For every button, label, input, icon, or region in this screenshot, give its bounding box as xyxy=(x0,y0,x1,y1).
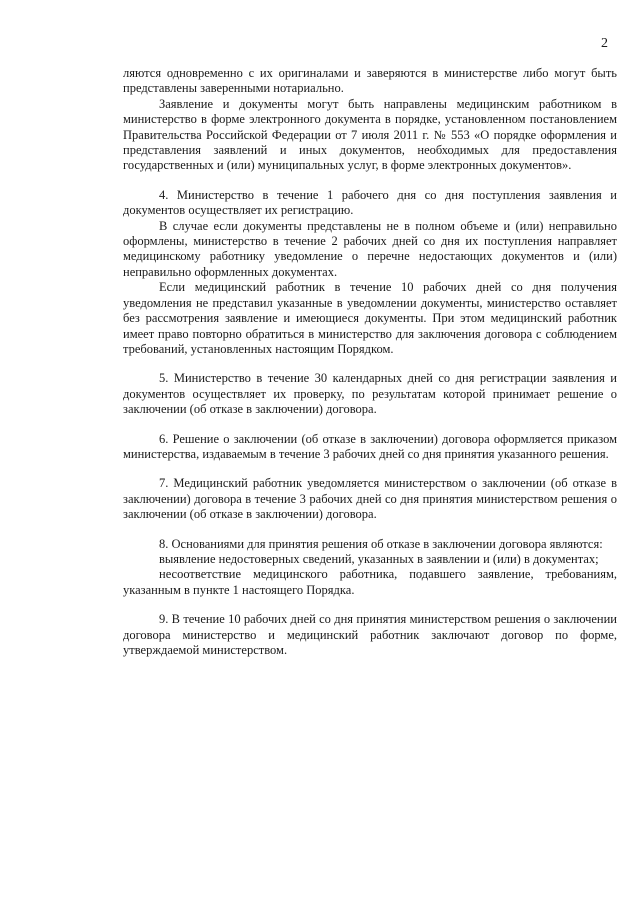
page-number: 2 xyxy=(601,36,608,51)
paragraph-item-5: 5. Министерство в течение 30 календарных дней со дня регистрации заявления и документов осуществляет их проверку, по результатам которой принимает решение о заключении (об отказе в заключении) договора. xyxy=(123,371,617,417)
paragraph-item-8-reason-2: несоответствие медицинского работника, подавшего заявление, требованиям, указанным в пункте 1 настоящего Порядка. xyxy=(123,567,617,597)
paragraph-item-6: 6. Решение о заключении (об отказе в заключении) договора оформляется приказом министерства, издаваемым в течение 3 рабочих дней со дня принятия указанного решения. xyxy=(123,431,617,461)
paragraph-item-8-reason-1: выявление недостоверных сведений, указанных в заявлении и (или) в документах; xyxy=(159,551,599,566)
paragraph-item-7: 7. Медицинский работник уведомляется министерством о заключении (об отказе в заключении) договора в течение 3 рабочих дней со дня принятия министерством решения о заключении (об отказе в заключении) договора. xyxy=(123,476,617,522)
paragraph-electronic-submission: Заявление и документы могут быть направлены медицинским работником в министерство в форме электронного документа в порядке, установленном постановлением Правительства Российской Федерации от 7 июля 2011 г. № 553 «О порядке оформления и представления заявлений и иных документов, необходимых для предоставления государственных и (или) муниципальных услуг, в форме электронных документов». xyxy=(123,96,617,173)
document-body xyxy=(123,66,617,658)
paragraph-incomplete-documents: В случае если документы представлены не в полном объеме и (или) неправильно оформлены, министерство в течение 2 рабочих дней со дня их поступления направляет медицинскому работнику уведомление о перечне недостающих документов и (или) неправильно оформленных документах. xyxy=(123,218,617,279)
paragraph-item-4: 4. Министерство в течение 1 рабочего дня со дня поступления заявления и документов осуществляет их регистрацию. xyxy=(123,187,617,218)
paragraph-item-9: 9. В течение 10 рабочих дней со дня принятия министерством решения о заключении договора министерство и медицинский работник заключают договор по форме, утверждаемой министерством. xyxy=(123,612,617,657)
paragraph-item-8: 8. Основаниями для принятия решения об отказе в заключении договора являются: xyxy=(159,536,603,551)
paragraph-continuation: ляются одновременно с их оригиналами и заверяются в министерстве либо могут быть представлены заверенными нотариально. xyxy=(123,66,617,96)
paragraph-no-response: Если медицинский работник в течение 10 рабочих дней со дня получения уведомления не представил указанные в уведомлении документы, министерство оставляет без рассмотрения заявление и имеющиеся документы. При этом медицинский работник имеет право повторно обратиться в министерство для заключения договора с соблюдением требований, установленных настоящим Порядком. xyxy=(123,280,617,356)
